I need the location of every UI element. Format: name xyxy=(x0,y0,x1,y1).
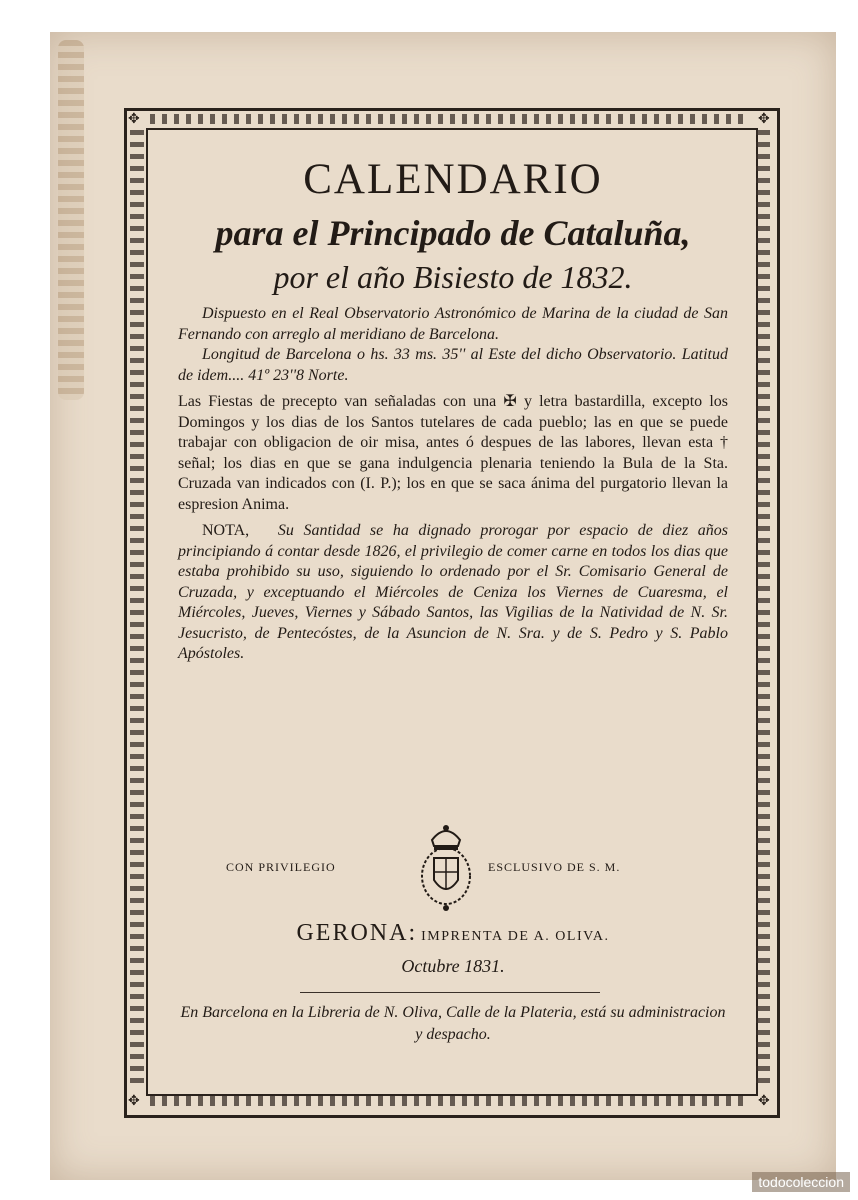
royal-seal-icon xyxy=(412,818,480,918)
intro-paragraph: Dispuesto en el Real Observatorio Astronómico de Marina de la ciudad de San Fernando con arreglo al meridiano de Barcelona. xyxy=(178,305,728,343)
print-date: Octubre 1831. xyxy=(401,956,505,976)
border-ornament-bottom xyxy=(150,1096,750,1106)
nota-paragraph xyxy=(178,521,728,665)
title-page-content xyxy=(178,150,728,665)
privilege-right: ESCLUSIVO DE S. M. xyxy=(488,860,621,874)
watermark: todocoleccion xyxy=(752,1172,850,1192)
border-ornament-top xyxy=(150,114,750,124)
printer-name: IMPRENTA DE A. OLIVA. xyxy=(421,929,610,944)
border-ornament-right xyxy=(756,130,770,1090)
document-subtitle: para el Principado de Cataluña, xyxy=(215,213,691,253)
footer-text: En Barcelona en la Libreria de N. Oliva, Calle de la Plateria, está su administracion y despacho. xyxy=(180,1004,726,1043)
corner-ornament-icon: ✥ xyxy=(758,111,770,127)
border-ornament-left xyxy=(130,130,144,1090)
corner-ornament-icon: ✥ xyxy=(758,1093,770,1109)
year-line: por el año Bisiesto de 1832. xyxy=(273,259,633,295)
nota-label: NOTA, xyxy=(202,522,250,539)
binding-stitch xyxy=(58,40,84,400)
corner-ornament-icon: ✥ xyxy=(128,111,140,127)
longitude-paragraph: Longitud de Barcelona o hs. 33 ms. 35'' al Este del dicho Observatorio. Latitud de idem.... 41º 23''8 Norte. xyxy=(178,346,728,384)
fiestas-paragraph: Las Fiestas de precepto van señaladas con una ✠ y letra bastardilla, excepto los Domingos y los dias de los Santos tutelares de cada pueblo; las en que se puede trabajar con obligacion de oir misa, antes ó despues de las labores, llevan esta † señal; los dias en que se gana indulgencia plenaria teniendo la Bula de la Sta. Cruzada van indicados con (I. P.); los en que se saca ánima del purgatorio llevan la espresion Anima. xyxy=(178,393,728,513)
nota-text: Su Santidad se ha dignado prorogar por espacio de diez años principiando á contar desde 1826, el privilegio de comer carne en todos los dias que estaba prohibido su uso, siguiendo lo ordenado por el Sr. Comisario General de Cruzada, y exceptuando el Miércoles de Ceniza los Viernes de Cuaresma, el Miércoles, Jueves, Viernes y Sábado Santos, las Vigilias de la Natividad de N. Sr. Jesucristo, de Pentecóstes, de la Asuncion de N. Sra. y de S. Pedro y S. Pablo Apóstoles. xyxy=(178,522,729,662)
privilege-left: CON PRIVILEGIO xyxy=(226,860,336,874)
divider xyxy=(300,992,600,993)
place-name: GERONA: xyxy=(296,920,418,946)
document-title: CALENDARIO xyxy=(303,156,603,203)
corner-ornament-icon: ✥ xyxy=(128,1093,140,1109)
imprint-line xyxy=(178,920,728,947)
